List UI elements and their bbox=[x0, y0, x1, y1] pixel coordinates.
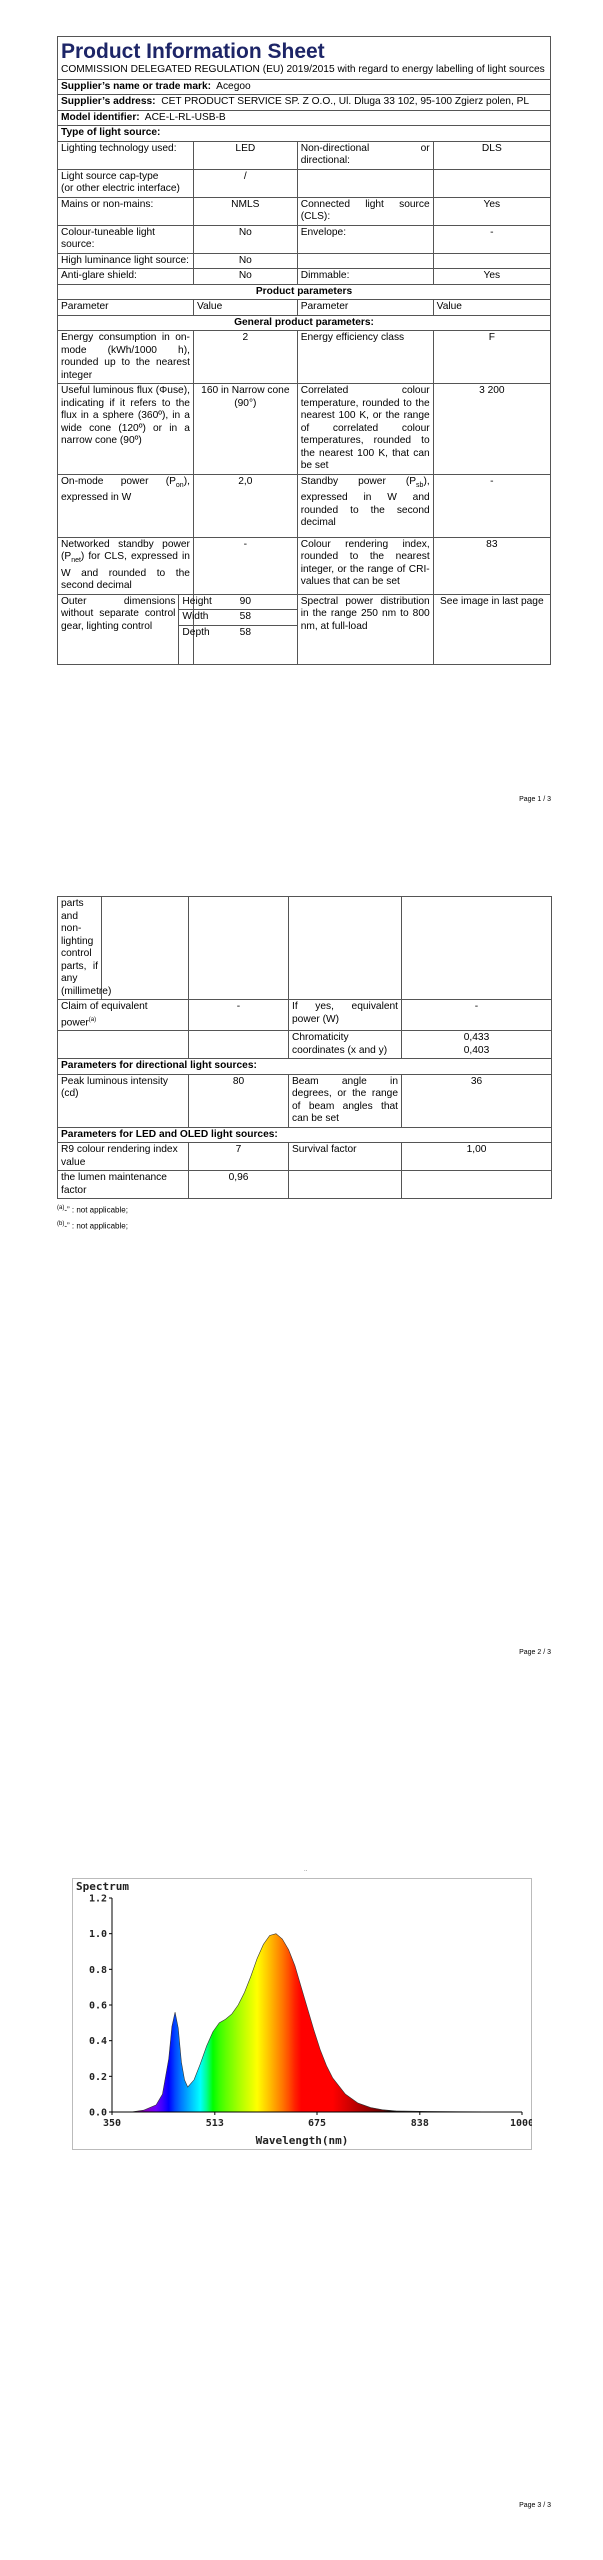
equivalent-power-value: - bbox=[402, 1000, 552, 1031]
page-2 bbox=[0, 853, 603, 1706]
x-tick-label: 675 bbox=[307, 2118, 327, 2129]
footnote-b-text: -” : not applicable; bbox=[64, 1221, 128, 1231]
page-1 bbox=[0, 0, 603, 853]
model-row bbox=[58, 110, 551, 126]
chroma-empty bbox=[189, 1031, 289, 1059]
on-mode-power-text-a: On-mode power (P bbox=[61, 475, 176, 487]
supplier-name-value: Acegoo bbox=[216, 80, 251, 92]
dimension-empty bbox=[189, 897, 289, 1000]
cct-value: 3 200 bbox=[433, 384, 550, 475]
width-value: 58 bbox=[193, 610, 297, 626]
standby-power-sub: sb bbox=[416, 481, 424, 489]
model-value: ACE-L-RL-USB-B bbox=[144, 111, 226, 123]
type-param bbox=[297, 253, 433, 269]
type-value: Yes bbox=[433, 269, 550, 285]
type-param: Dimmable: bbox=[297, 269, 433, 285]
type-row bbox=[58, 225, 551, 253]
height-value: 90 bbox=[193, 594, 297, 610]
param-row bbox=[58, 331, 551, 384]
lumen-maintenance-value: 0,96 bbox=[189, 1171, 289, 1199]
height-label: Height bbox=[179, 594, 194, 610]
spd-value: See image in last page bbox=[433, 594, 550, 664]
standby-power-text-a: Standby power (P bbox=[300, 475, 417, 487]
spd-empty bbox=[402, 897, 552, 1000]
dimension-empty bbox=[102, 897, 189, 1000]
cri-label: Colour rendering index, rounded to the nearest integer, or the range of CRI-values that can be set bbox=[297, 537, 433, 594]
type-param: High luminance light source: bbox=[58, 253, 194, 269]
on-mode-power-label bbox=[58, 474, 194, 537]
info-table-page-1 bbox=[57, 36, 551, 665]
on-mode-power-value: 2,0 bbox=[193, 474, 297, 537]
spd-empty bbox=[289, 897, 402, 1000]
type-value: - bbox=[433, 225, 550, 253]
type-param: Connected light source (CLS): bbox=[297, 197, 433, 225]
param-row bbox=[58, 1171, 552, 1199]
type-param bbox=[297, 169, 433, 197]
supplier-address-label: Supplier’s address: bbox=[61, 96, 156, 107]
energy-class-label: Energy efficiency class bbox=[297, 331, 433, 384]
peak-intensity-label: Peak luminous intensity (cd) bbox=[58, 1074, 189, 1127]
col-header-parameter: Parameter bbox=[297, 300, 433, 316]
energy-consumption-label: Energy consumption in on-mode (kWh/1000 h), rounded up to the nearest integer bbox=[58, 331, 194, 384]
param-row bbox=[58, 384, 551, 475]
cri-value: 83 bbox=[433, 537, 550, 594]
type-param: Mains or non-mains: bbox=[58, 197, 194, 225]
param-row bbox=[58, 1000, 552, 1031]
type-value: NMLS bbox=[193, 197, 297, 225]
column-header-row bbox=[58, 300, 551, 316]
page-3 bbox=[0, 1706, 603, 2559]
footnote-a-text: -” : not applicable; bbox=[64, 1205, 128, 1215]
y-tick-label: 0.4 bbox=[88, 2036, 107, 2048]
width-label: Width bbox=[179, 610, 194, 626]
product-params-header: Product parameters bbox=[58, 284, 551, 300]
supplier-address-value: CET PRODUCT SERVICE SP. Z O.O., Ul. Dluga 33 102, 95-100 Zgierz polen, PL bbox=[161, 96, 530, 107]
chart-xlabel: Wavelength(nm) bbox=[255, 2134, 349, 2147]
col-header-value: Value bbox=[433, 300, 550, 316]
chroma-empty bbox=[58, 1031, 189, 1059]
directional-header: Parameters for directional light sources: bbox=[58, 1059, 552, 1075]
cct-label: Correlated colour temperature, rounded to the nearest 100 K, or the range of correlated colour temperatures, rounded to the nearest 100 K, that can be set bbox=[297, 384, 433, 475]
y-tick-label: 0.6 bbox=[88, 2000, 107, 2012]
led-header: Parameters for LED and OLED light sources: bbox=[58, 1127, 552, 1143]
survival-value: 1,00 bbox=[402, 1143, 552, 1171]
claim-equivalent-text: Claim of equivalent power bbox=[61, 1001, 148, 1028]
standby-power-text-b: ), expressed in W and rounded to the second decimal bbox=[300, 475, 430, 529]
type-value: DLS bbox=[433, 141, 550, 169]
supplier-name-row bbox=[58, 79, 551, 95]
networked-standby-text-a: Networked standby power (P bbox=[61, 538, 190, 562]
luminous-flux-value: 160 in Narrow cone (90°) bbox=[193, 384, 297, 475]
footnote-a-mark: (a) bbox=[57, 1205, 65, 1211]
type-param: Lighting technology used: bbox=[58, 141, 194, 169]
beam-angle-label: Beam angle in degrees, or the range of beam angles that can be set bbox=[289, 1074, 402, 1127]
claim-equivalent-sup: (a) bbox=[88, 1016, 97, 1023]
regulation-text: COMMISSION DELEGATED REGULATION (EU) 2019/2015 with regard to energy labelling of light sources bbox=[61, 64, 545, 75]
networked-standby-label bbox=[58, 537, 194, 594]
type-value: Yes bbox=[433, 197, 550, 225]
param-row bbox=[58, 1074, 552, 1127]
r9-value: 7 bbox=[189, 1143, 289, 1171]
param-row bbox=[58, 594, 551, 610]
claim-equivalent-label bbox=[58, 1000, 189, 1031]
type-value: / bbox=[193, 169, 297, 197]
y-tick-label: 1.0 bbox=[88, 1929, 107, 1941]
y-tick-label: 0.0 bbox=[88, 2107, 107, 2119]
type-row bbox=[58, 169, 551, 197]
page-number: Page 2 / 3 bbox=[519, 1649, 551, 1656]
networked-standby-text-b: ) for CLS, expressed in W and rounded to the second decimal bbox=[61, 551, 190, 592]
page-number: Page 1 / 3 bbox=[519, 796, 551, 803]
type-param: Colour-tuneable light source: bbox=[58, 225, 194, 253]
claim-equivalent-value: - bbox=[189, 1000, 289, 1031]
chart-title: Spectrum bbox=[76, 1880, 129, 1893]
survival-label: Survival factor bbox=[289, 1143, 402, 1171]
param-row bbox=[58, 897, 552, 1000]
standby-power-label bbox=[297, 474, 433, 537]
beam-angle-value: 36 bbox=[402, 1074, 552, 1127]
energy-class-value: F bbox=[433, 331, 550, 384]
lumen-empty bbox=[402, 1171, 552, 1199]
lumen-empty bbox=[289, 1171, 402, 1199]
chromaticity-value: 0,433 0,403 bbox=[402, 1031, 552, 1059]
chromaticity-label: Chromaticity coordinates (x and y) bbox=[289, 1031, 402, 1059]
on-mode-power-text-b: ), expressed in W bbox=[61, 475, 190, 504]
page-mark: .. bbox=[304, 1867, 308, 1873]
x-tick-label: 1000 bbox=[509, 2118, 532, 2129]
type-value: No bbox=[193, 269, 297, 285]
depth-label: Depth bbox=[179, 625, 194, 664]
spd-label: Spectral power distribution in the range 250 nm to 800 nm, at full-load bbox=[297, 594, 433, 664]
type-row bbox=[58, 253, 551, 269]
type-value: No bbox=[193, 253, 297, 269]
networked-standby-sub: net bbox=[71, 557, 81, 565]
param-row bbox=[58, 1143, 552, 1171]
type-row bbox=[58, 197, 551, 225]
param-row bbox=[58, 537, 551, 594]
lumen-maintenance-label: the lumen maintenance factor bbox=[58, 1171, 189, 1199]
page-title: Product Information Sheet bbox=[61, 40, 325, 63]
info-table-page-2 bbox=[57, 896, 552, 1199]
param-row bbox=[58, 474, 551, 537]
equivalent-power-label: If yes, equivalent power (W) bbox=[289, 1000, 402, 1031]
general-header: General product parameters: bbox=[58, 315, 551, 331]
type-param: Non-directional or directional: bbox=[297, 141, 433, 169]
col-header-parameter: Parameter bbox=[58, 300, 194, 316]
type-value: No bbox=[193, 225, 297, 253]
standby-power-value: - bbox=[433, 474, 550, 537]
y-tick-label: 0.2 bbox=[88, 2071, 107, 2083]
type-value bbox=[433, 169, 550, 197]
page-number: Page 3 / 3 bbox=[519, 2502, 551, 2509]
x-tick-label: 513 bbox=[205, 2118, 224, 2129]
type-value: LED bbox=[193, 141, 297, 169]
title-cell bbox=[58, 37, 551, 80]
y-tick-label: 0.8 bbox=[88, 1964, 107, 1976]
networked-standby-value: - bbox=[193, 537, 297, 594]
type-param: Light source cap-type (or other electric interface) bbox=[58, 169, 194, 197]
type-param: Anti-glare shield: bbox=[58, 269, 194, 285]
type-row bbox=[58, 141, 551, 169]
outer-dimensions-label: Outer dimensions without separate control gear, lighting control bbox=[58, 594, 179, 664]
supplier-address-row bbox=[58, 95, 551, 111]
col-header-value: Value bbox=[193, 300, 297, 316]
r9-label: R9 colour rendering index value bbox=[58, 1143, 189, 1171]
supplier-name-label: Supplier’s name or trade mark: bbox=[61, 80, 212, 92]
model-label: Model identifier: bbox=[61, 111, 140, 123]
footnote-b-mark: (b) bbox=[57, 1221, 65, 1227]
depth-value: 58 bbox=[193, 625, 297, 664]
outer-dimensions-label-cont: parts and non-lighting control parts, if any (millimetre) bbox=[58, 897, 102, 1000]
y-tick-label: 1.2 bbox=[88, 1893, 107, 1905]
peak-intensity-value: 80 bbox=[189, 1074, 289, 1127]
spectrum-chart-svg bbox=[72, 1878, 532, 2150]
x-tick-label: 838 bbox=[410, 2118, 429, 2129]
luminous-flux-label: Useful luminous flux (Φuse), indicating if it refers to the flux in a sphere (360º), in a wide cone (120º) or in a narrow cone (90º) bbox=[58, 384, 194, 475]
on-mode-power-sub: on bbox=[175, 481, 184, 489]
type-param: Envelope: bbox=[297, 225, 433, 253]
footnote-b bbox=[57, 1219, 128, 1232]
type-value bbox=[433, 253, 550, 269]
energy-consumption-value: 2 bbox=[193, 331, 297, 384]
footnote-a bbox=[57, 1203, 128, 1216]
spectrum-chart bbox=[72, 1878, 532, 2150]
param-row bbox=[58, 1031, 552, 1059]
type-row bbox=[58, 269, 551, 285]
type-header: Type of light source: bbox=[58, 126, 551, 142]
x-tick-label: 350 bbox=[102, 2118, 122, 2129]
